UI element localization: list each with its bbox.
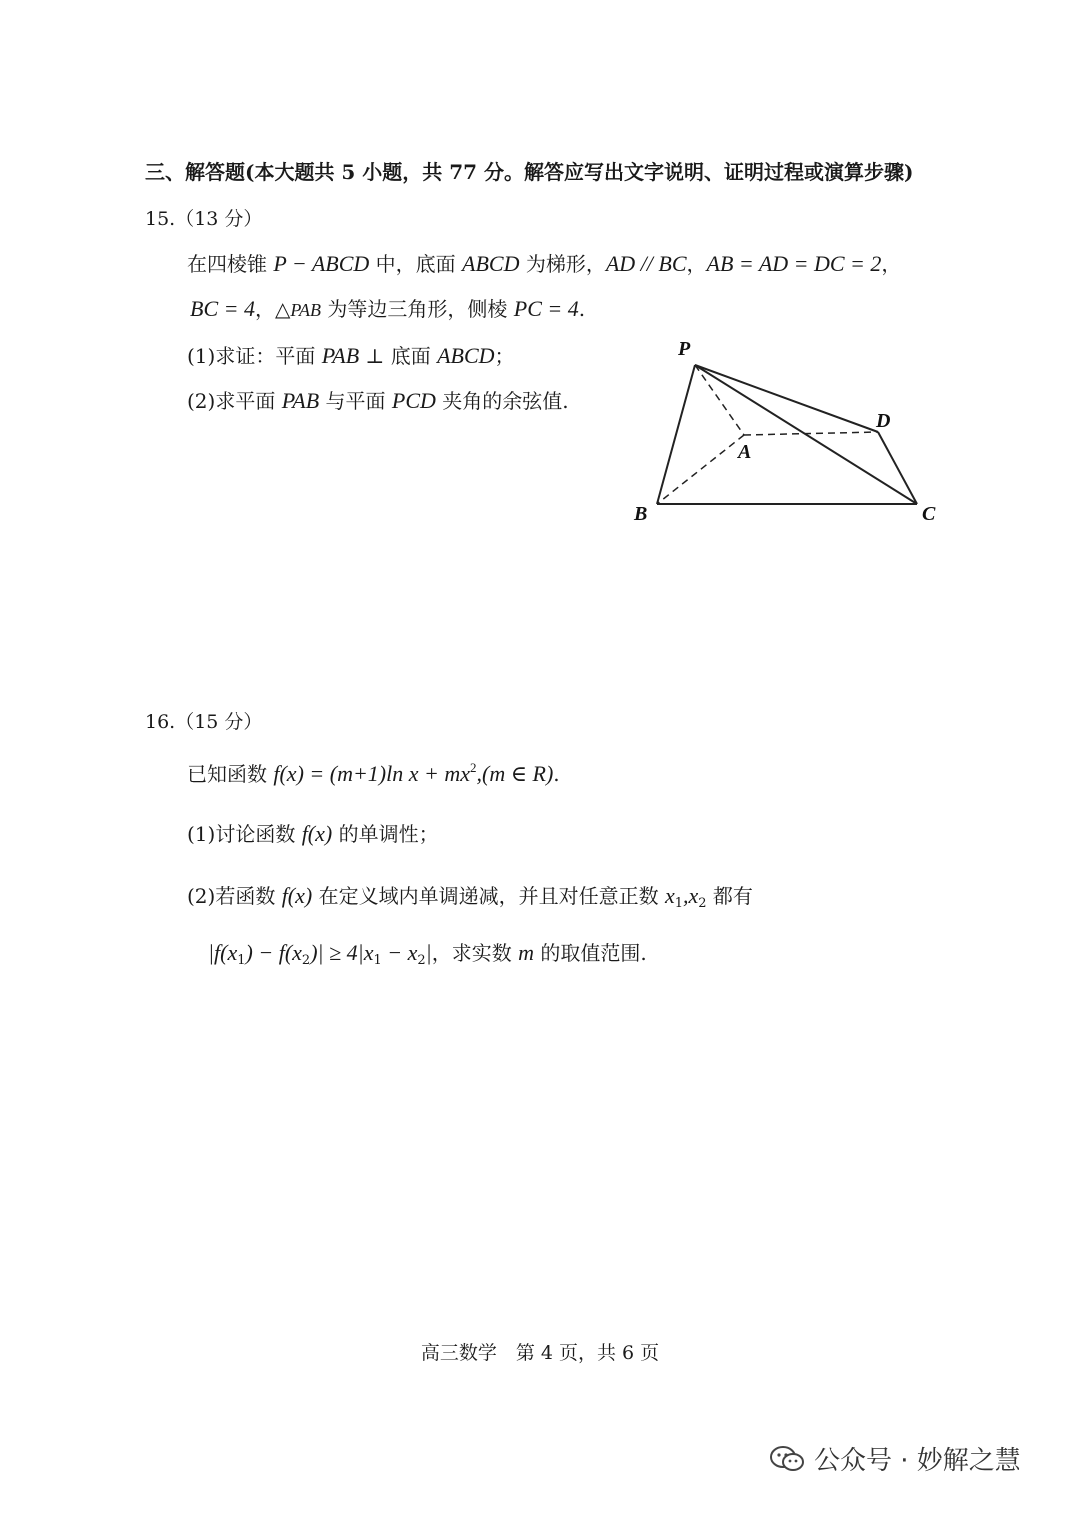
- question-15-number: 15.（13 分）: [145, 208, 263, 230]
- question-15-part-1: (1)求证：平面 PAB ⊥ 底面 ABCD；: [187, 343, 515, 368]
- question-15-part-2: (2)求平面 PAB 与平面 PCD 夹角的余弦值.: [187, 388, 569, 413]
- section-header: 三、解答题(本大题共 5 小题，共 77 分。解答应写出文字说明、证明过程或演算步骤): [145, 160, 914, 184]
- edge-DC: [878, 432, 917, 504]
- label-A: A: [738, 441, 752, 463]
- question-16-part-1: (1)讨论函数 f(x) 的单调性；: [187, 821, 439, 846]
- watermark-text: 公众号 · 妙解之慧: [814, 1446, 1021, 1476]
- label-P: P: [678, 338, 691, 360]
- edge-PA: [695, 365, 744, 435]
- wechat-icon: [770, 1445, 804, 1473]
- pyramid-figure: [620, 330, 950, 535]
- question-16-part-2: (2)若函数 f(x) 在定义域内单调递减，并且对任意正数 $x_1,x_2$ 都有: [187, 883, 753, 911]
- edge-AD: [744, 432, 878, 435]
- question-16-number: 16.（15 分）: [145, 711, 263, 733]
- edge-PB: [657, 365, 695, 504]
- label-C: C: [922, 503, 936, 525]
- edge-AB: [657, 435, 744, 504]
- watermark: [770, 1440, 1021, 1477]
- question-15-intro: 在四棱锥 P − ABCD 中，底面 ABCD 为梯形，AD // BC，AB = AD = DC = 2，: [187, 251, 902, 276]
- question-16-intro: 已知函数 f(x) = (m+1)ln $x + mx^2,(m$ ∈ R).: [187, 760, 560, 786]
- label-B: B: [634, 503, 648, 525]
- question-16-inequality: $|f(x_1) - f(x_2)| \ge 4|x_1 - x_2|$，求实数 m 的取值范围.: [208, 940, 647, 968]
- edge-PC: [695, 365, 917, 504]
- label-D: D: [876, 410, 891, 432]
- question-15-conditions: BC = 4，△PAB 为等边三角形，侧棱 PC = 4.: [190, 296, 586, 321]
- page-footer: 高三数学 第 4 页，共 6 页: [420, 1342, 660, 1364]
